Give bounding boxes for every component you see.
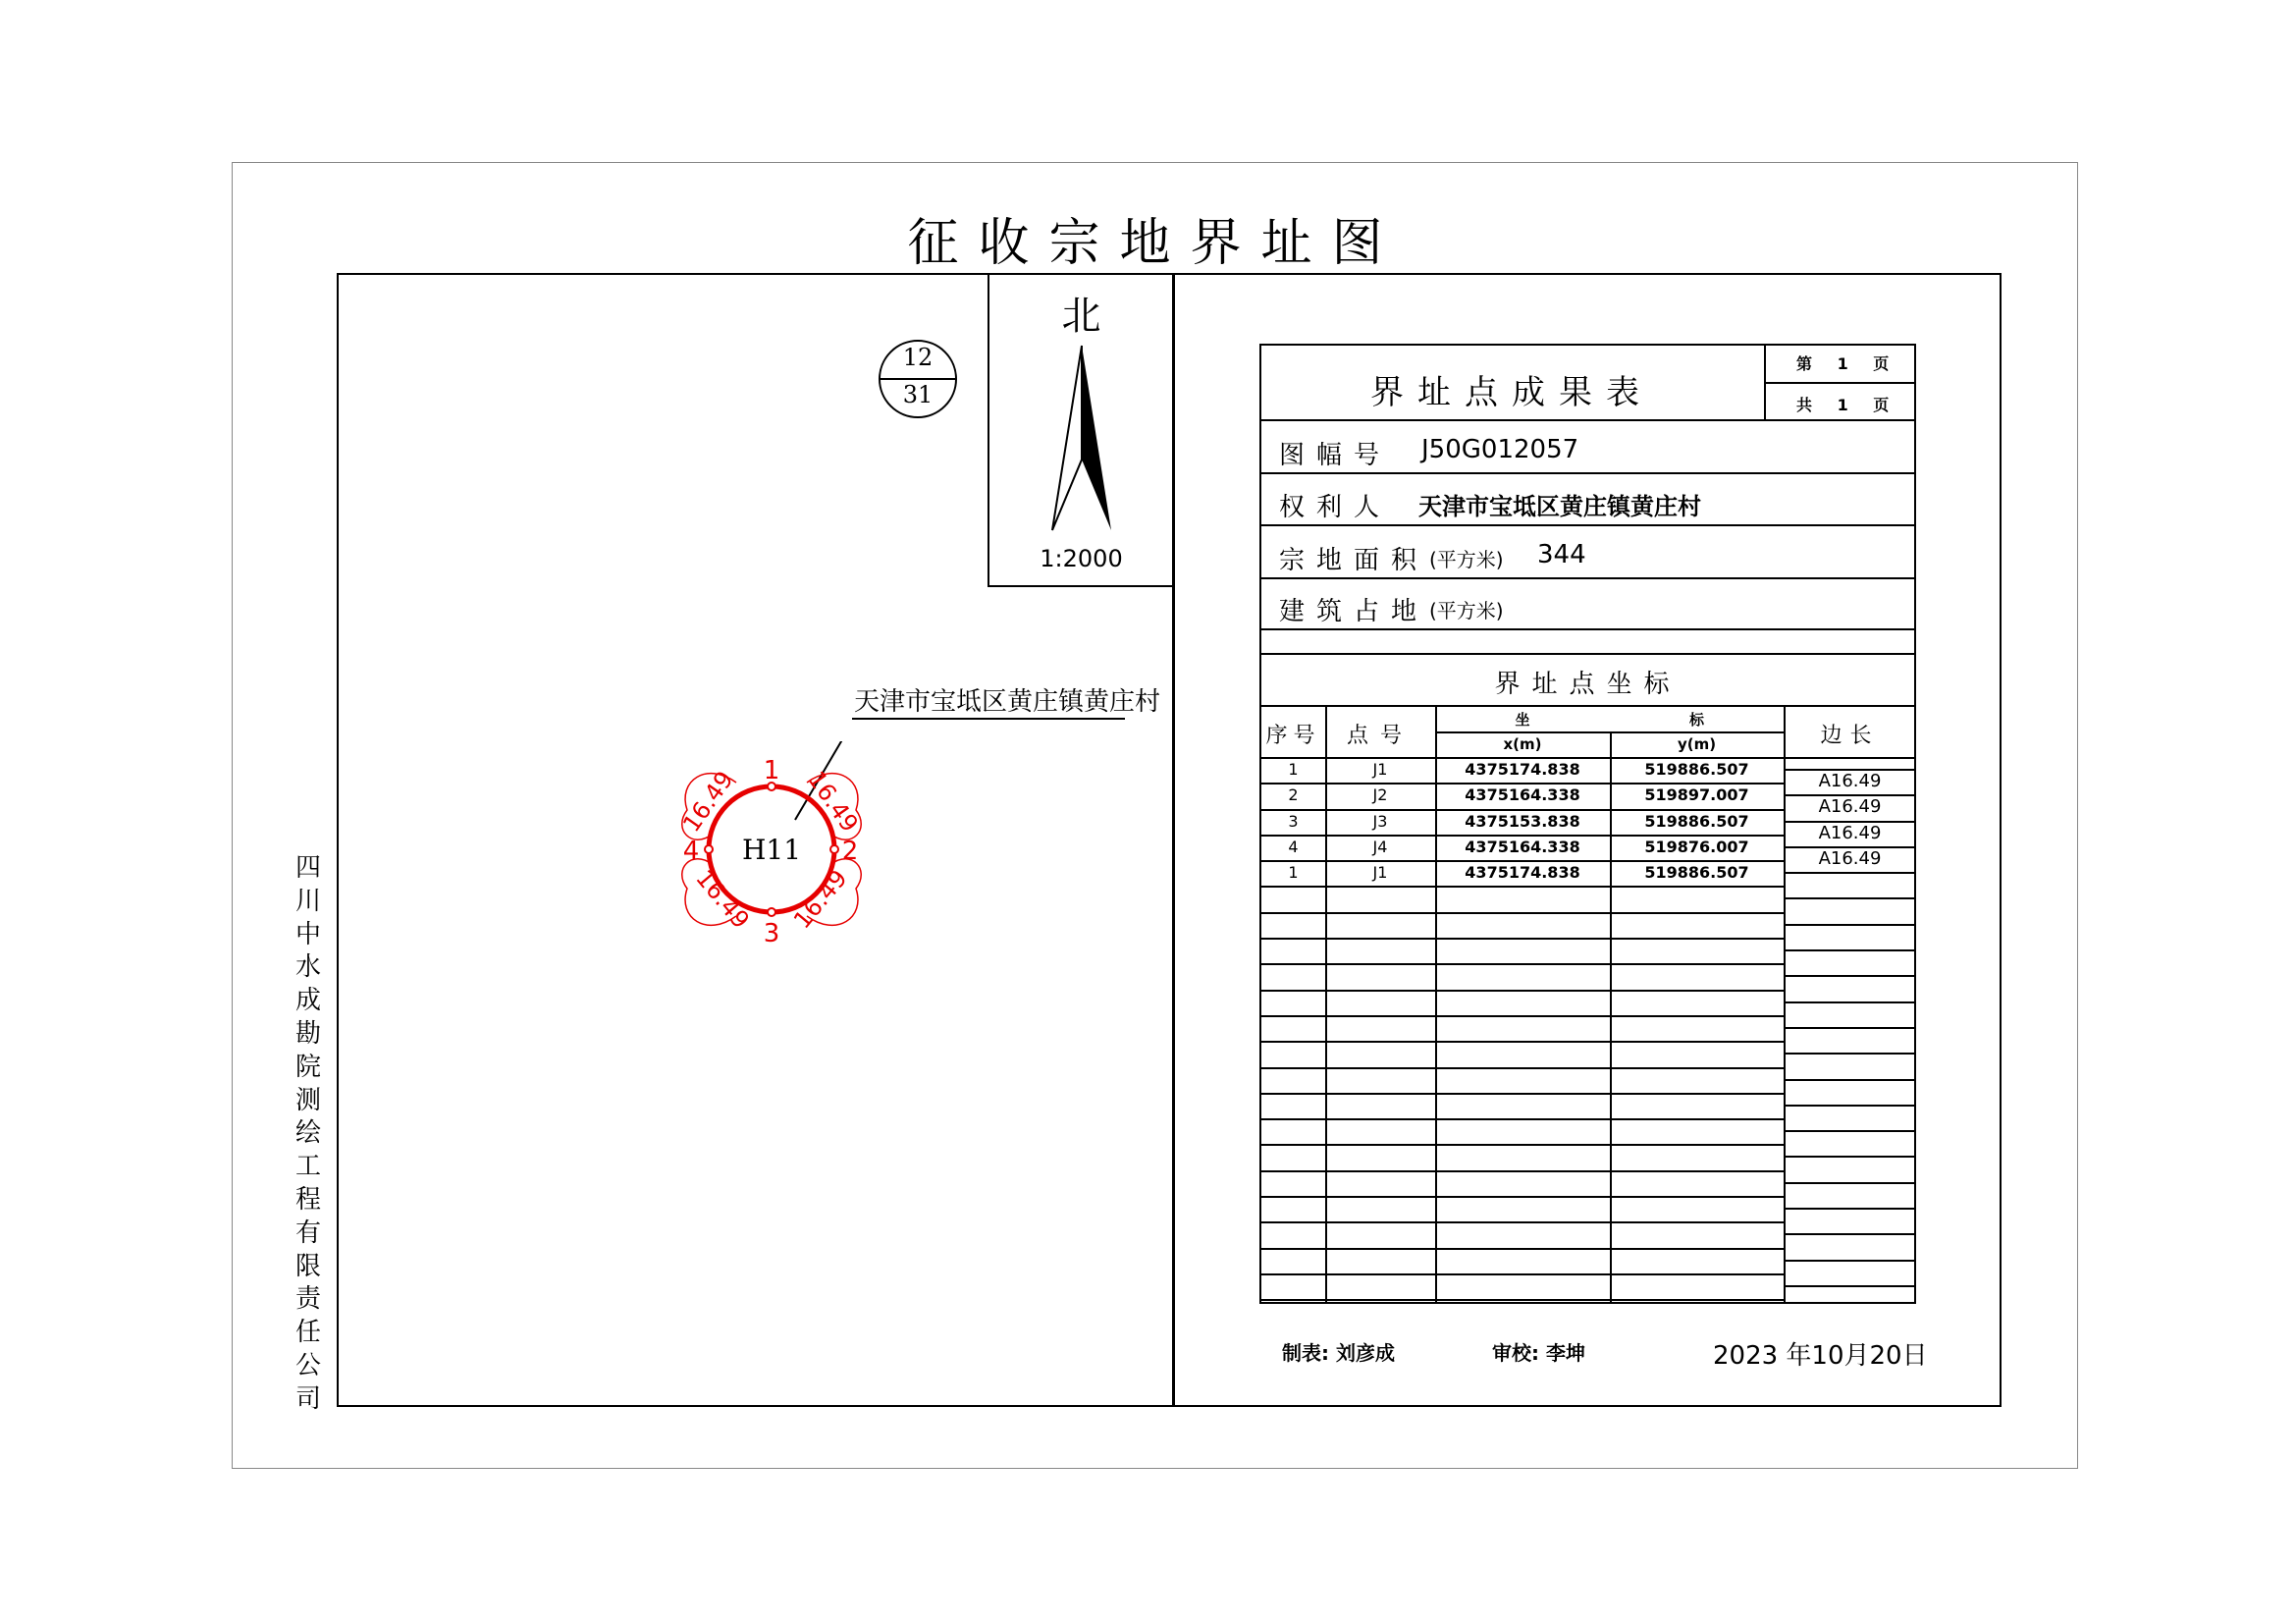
sheet-number-bottom: 31 — [902, 381, 934, 408]
owner-label-underline — [852, 718, 1125, 720]
table-line — [1259, 757, 1916, 759]
table-cell-point: J4 — [1372, 838, 1388, 856]
sheet-value: J50G012057 — [1421, 435, 1579, 464]
table-line — [1259, 653, 1916, 655]
parcel-map — [667, 741, 883, 957]
vertex-3 — [768, 908, 775, 916]
table-row-line — [1259, 1093, 1784, 1095]
parcel-id: H11 — [741, 834, 802, 866]
edge-row-line — [1784, 872, 1916, 874]
table-line — [1259, 419, 1916, 421]
table-row-line — [1259, 1015, 1784, 1017]
edge-label-nw: 16.49 — [677, 766, 739, 838]
edge-row-line — [1784, 1182, 1916, 1184]
table-cell-x: 4375174.838 — [1465, 760, 1580, 779]
vertex-4 — [705, 845, 713, 853]
table-row-line — [1259, 886, 1784, 888]
page-total: 共 1 页 — [1796, 396, 1899, 414]
edge-row-line — [1784, 1208, 1916, 1210]
edge-row-line — [1784, 1105, 1916, 1107]
col-y: y(m) — [1677, 735, 1717, 753]
edge-length: A16.49 — [1818, 771, 1882, 791]
table-cell-seq: 4 — [1288, 838, 1299, 856]
building-label: 建筑占地 — [1279, 597, 1429, 626]
edge-length: A16.49 — [1818, 796, 1882, 817]
table-row-line — [1259, 963, 1784, 965]
col-edge: 边长 — [1820, 724, 1880, 748]
table-row-line — [1259, 938, 1784, 940]
table-cell-point: J3 — [1372, 812, 1388, 831]
col-x: x(m) — [1503, 735, 1542, 753]
edge-row-line — [1784, 1053, 1916, 1055]
table-line — [1259, 628, 1916, 630]
page-current: 第 1 页 — [1796, 354, 1899, 373]
table-row-line — [1259, 835, 1784, 837]
table-line — [1259, 577, 1916, 579]
table-line — [1259, 472, 1916, 474]
table-row-line — [1259, 1041, 1784, 1043]
sheet-number-divider — [881, 378, 955, 380]
maker: 制表: 刘彦成 — [1282, 1341, 1395, 1365]
table-cell-point: J1 — [1372, 760, 1388, 779]
table-cell-y: 519886.507 — [1644, 863, 1749, 882]
table-row-line — [1259, 1144, 1784, 1146]
col-coord-1: 坐 — [1515, 711, 1530, 729]
owner-label: 权利人 — [1279, 493, 1392, 522]
coord-title: 界址点坐标 — [1494, 670, 1682, 699]
table-line — [1259, 524, 1916, 526]
building-unit: (平方米) — [1429, 599, 1504, 622]
area-label: 宗地面积 — [1279, 546, 1429, 575]
col-point: 点号 — [1346, 724, 1414, 748]
table-cell-y: 519886.507 — [1644, 760, 1749, 779]
table-cell-y: 519897.007 — [1644, 785, 1749, 804]
point-label-3: 3 — [763, 919, 780, 948]
table-row-line — [1259, 783, 1784, 784]
reviewer: 审校: 李坤 — [1492, 1341, 1585, 1365]
table-row-line — [1259, 1170, 1784, 1172]
table-cell-x: 4375164.338 — [1465, 838, 1580, 856]
table-row-line — [1259, 809, 1784, 811]
company-name: 四川中水成勘院测绘工程有限责任公司 — [294, 853, 321, 1414]
table-row-line — [1259, 1067, 1784, 1069]
table-row-line — [1259, 1221, 1784, 1223]
table-cell-x: 4375153.838 — [1465, 812, 1580, 831]
vertex-2 — [830, 845, 838, 853]
table-cell-y: 519886.507 — [1644, 812, 1749, 831]
owner-map-label: 天津市宝坻区黄庄镇黄庄村 — [854, 687, 1161, 717]
page-title: 征收宗地界址图 — [907, 214, 1403, 273]
edge-label-sw: 16.49 — [690, 864, 755, 935]
area-value: 344 — [1537, 540, 1586, 569]
area-unit: (平方米) — [1429, 548, 1504, 571]
edge-row-line — [1784, 1285, 1916, 1287]
edge-row-line — [1784, 1130, 1916, 1132]
table-row-line — [1259, 1118, 1784, 1120]
edge-row-line — [1784, 1079, 1916, 1081]
edge-row-line — [1784, 975, 1916, 977]
point-label-1: 1 — [763, 756, 780, 785]
edge-row-line — [1784, 1156, 1916, 1158]
table-line — [1764, 344, 1766, 419]
table-cell-seq: 1 — [1288, 863, 1299, 882]
edge-row-line — [1784, 1027, 1916, 1029]
north-arrow-icon — [1050, 344, 1113, 535]
edge-row-line — [1784, 1260, 1916, 1262]
table-cell-seq: 3 — [1288, 812, 1299, 831]
edge-row-line — [1784, 949, 1916, 951]
edge-row-line — [1784, 897, 1916, 899]
table-row-line — [1259, 1299, 1784, 1301]
edge-row-line — [1784, 1001, 1916, 1003]
table-title: 界址点成果表 — [1370, 373, 1653, 412]
table-line — [1259, 705, 1916, 707]
edge-length: A16.49 — [1818, 823, 1882, 843]
date: 2023 年10月20日 — [1713, 1341, 1928, 1371]
col-seq: 序号 — [1265, 724, 1321, 748]
sheet-label: 图幅号 — [1279, 441, 1392, 470]
table-cell-x: 4375164.338 — [1465, 785, 1580, 804]
table-row-line — [1259, 1273, 1784, 1275]
edge-label-se: 16.49 — [788, 864, 853, 935]
table-row-line — [1259, 1196, 1784, 1198]
edge-label-ne: 16.49 — [802, 766, 864, 838]
owner-value: 天津市宝坻区黄庄镇黄庄村 — [1418, 493, 1701, 520]
edge-length: A16.49 — [1818, 848, 1882, 869]
table-row-line — [1259, 912, 1784, 914]
table-row-line — [1259, 1248, 1784, 1250]
table-cell-y: 519876.007 — [1644, 838, 1749, 856]
table-cell-seq: 2 — [1288, 785, 1299, 804]
edge-row-line — [1784, 1233, 1916, 1235]
table-cell-point: J1 — [1372, 863, 1388, 882]
point-label-2: 2 — [841, 837, 859, 866]
table-cell-point: J2 — [1372, 785, 1388, 804]
table-line — [1784, 705, 1786, 1304]
table-cell-x: 4375174.838 — [1465, 863, 1580, 882]
edge-row-line — [1784, 924, 1916, 926]
table-row-line — [1259, 990, 1784, 992]
map-scale: 1:2000 — [1040, 545, 1123, 572]
sheet-number-top: 12 — [902, 344, 934, 371]
table-line — [1764, 382, 1916, 384]
col-coord-2: 标 — [1688, 711, 1704, 729]
table-row-line — [1259, 860, 1784, 862]
north-label: 北 — [1061, 294, 1101, 339]
point-label-4: 4 — [682, 837, 700, 866]
table-cell-seq: 1 — [1288, 760, 1299, 779]
